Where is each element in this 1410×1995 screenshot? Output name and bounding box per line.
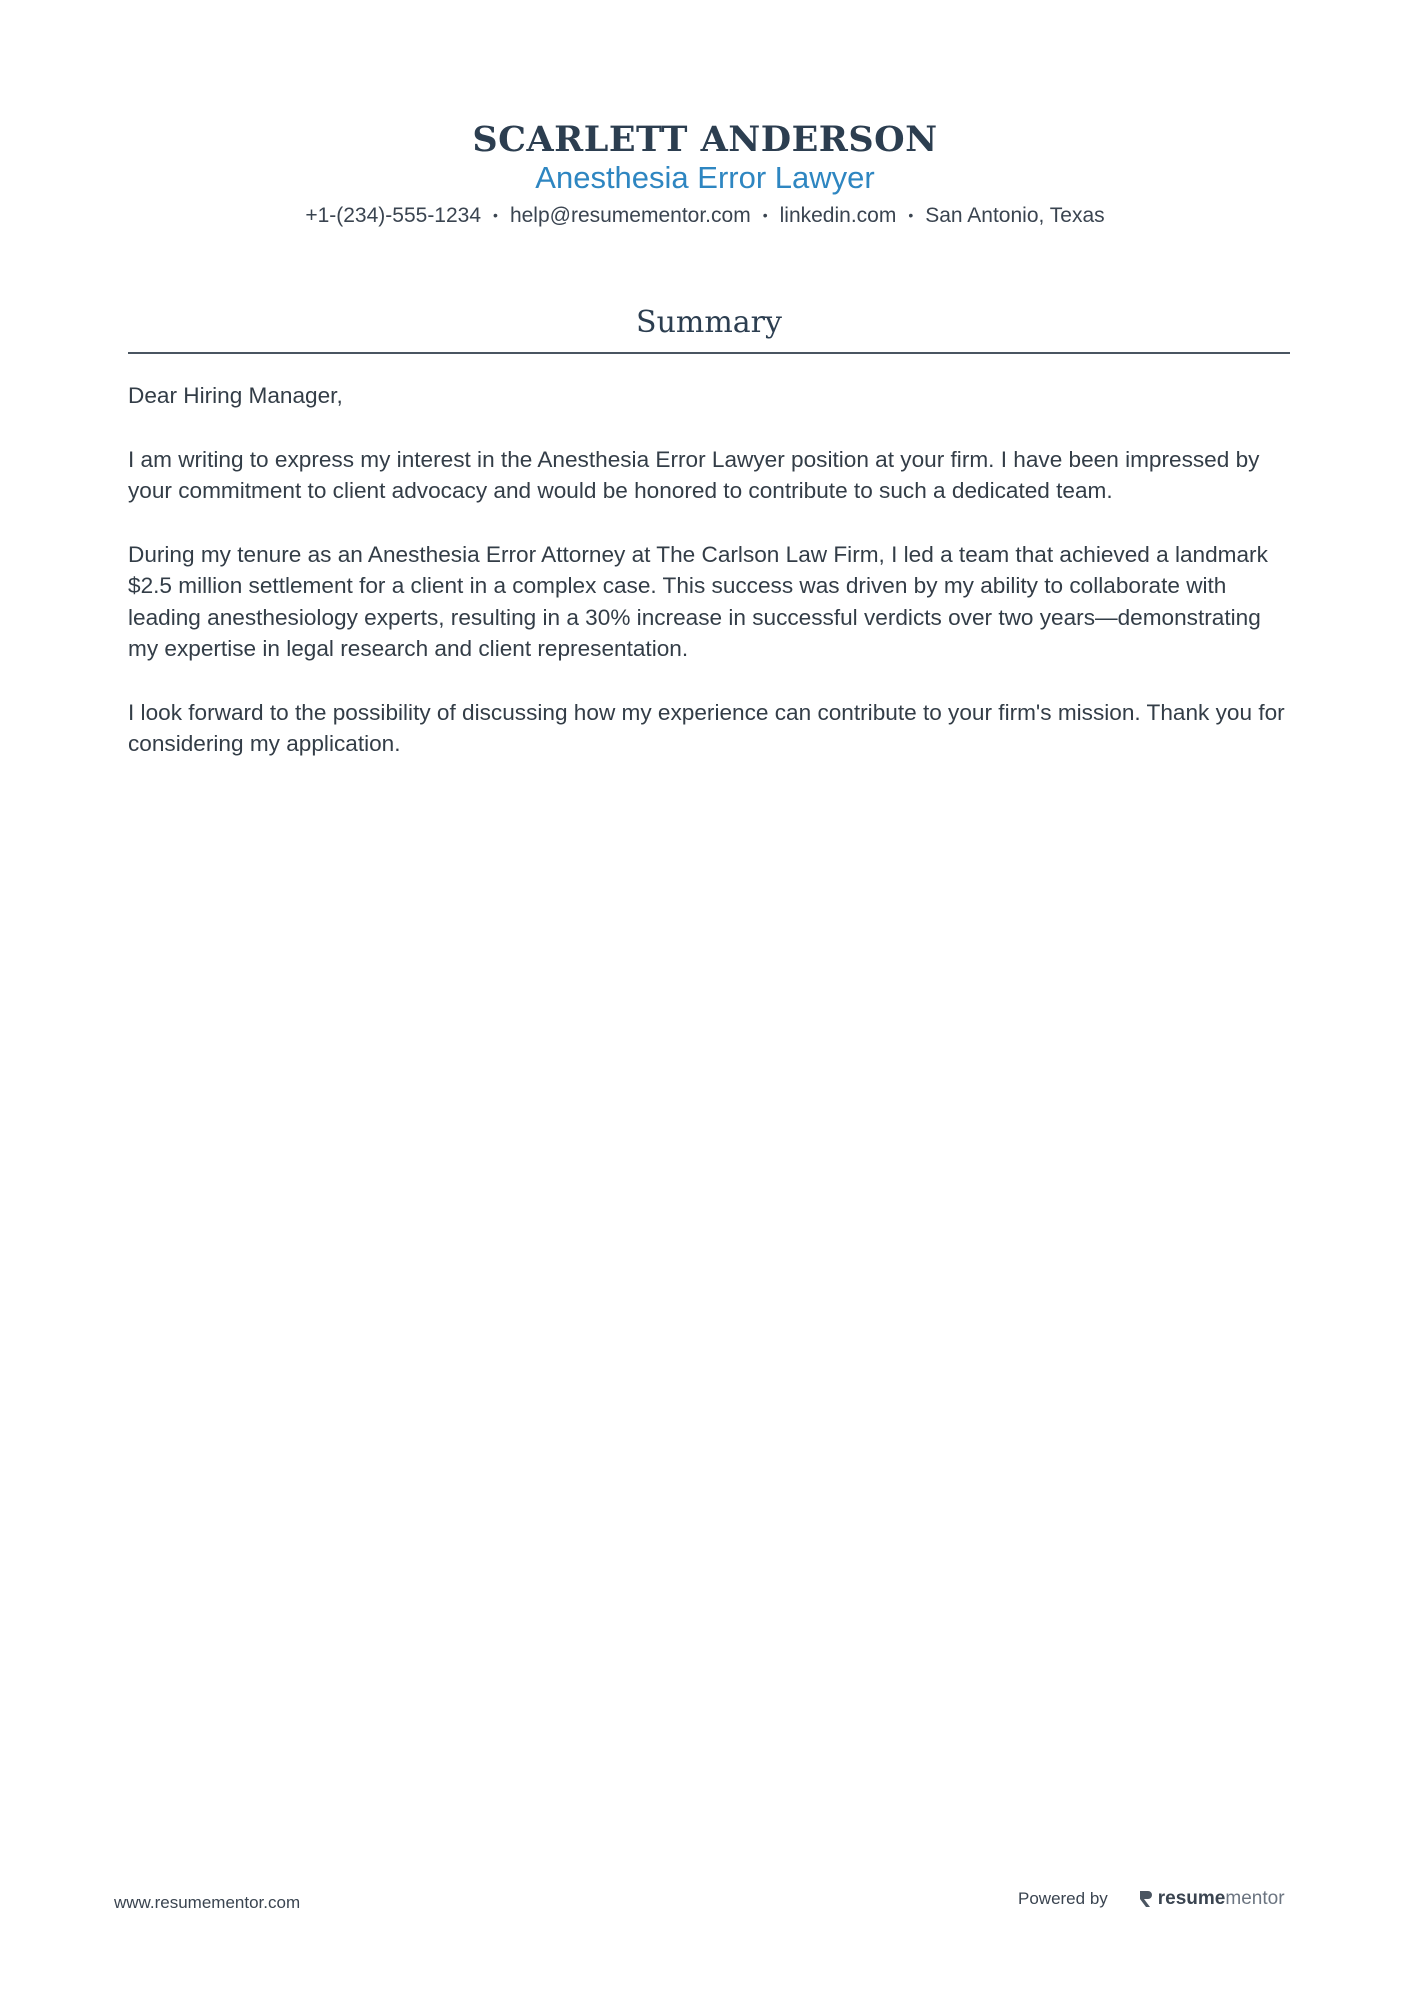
brand-logo[interactable] [1138,1888,1285,1910]
candidate-name: SCARLETT ANDERSON [472,119,938,160]
contact-line [0,200,1410,231]
brand-name-bold: resume [1157,1888,1226,1909]
contact-phone: +1-(234)-555-1234 [305,204,482,227]
contact-linkedin[interactable]: linkedin.com [779,204,897,227]
salutation: Dear Hiring Manager, [128,383,343,408]
contact-separator: • [493,207,498,223]
letter-body [128,380,1290,792]
section-divider [128,352,1290,354]
header [0,118,1410,231]
letter-paragraph: During my tenure as an Anesthesia Error Attorney at The Carlson Law Firm, I led a team that achieved a landmark $2.5 million settlement for a client in a complex case. This success was driven by my ability to collaborate with leading anesthesiology experts, resulting in a 30% increase in successful verdicts over two years—demonstrating my expertise in legal research and client representation. [128,541,1268,661]
contact-location: San Antonio, Texas [925,204,1105,227]
contact-separator: • [762,207,768,223]
footer-branding [1018,1888,1285,1910]
contact-separator: • [908,207,914,223]
section-title: Summary [636,305,782,340]
letter-paragraph: I look forward to the possibility of discussing how my experience can contribute to your firm's mission. Thank you for considering my application. [128,699,1285,756]
powered-by-label: Powered by [1018,1889,1108,1908]
contact-email[interactable]: help@resumementor.com [509,204,751,227]
brand-name-light: mentor [1225,1888,1285,1909]
job-title: Anesthesia Error Lawyer [535,160,875,195]
resumementor-logo-icon [1138,1889,1154,1909]
letter-paragraph: I am writing to express my interest in the Anesthesia Error Lawyer position at your firm. I have been impressed by your commitment to client advocacy and would be honored to contribute to such a dedicated team. [128,446,1260,503]
footer-website[interactable]: www.resumementor.com [114,1893,301,1912]
